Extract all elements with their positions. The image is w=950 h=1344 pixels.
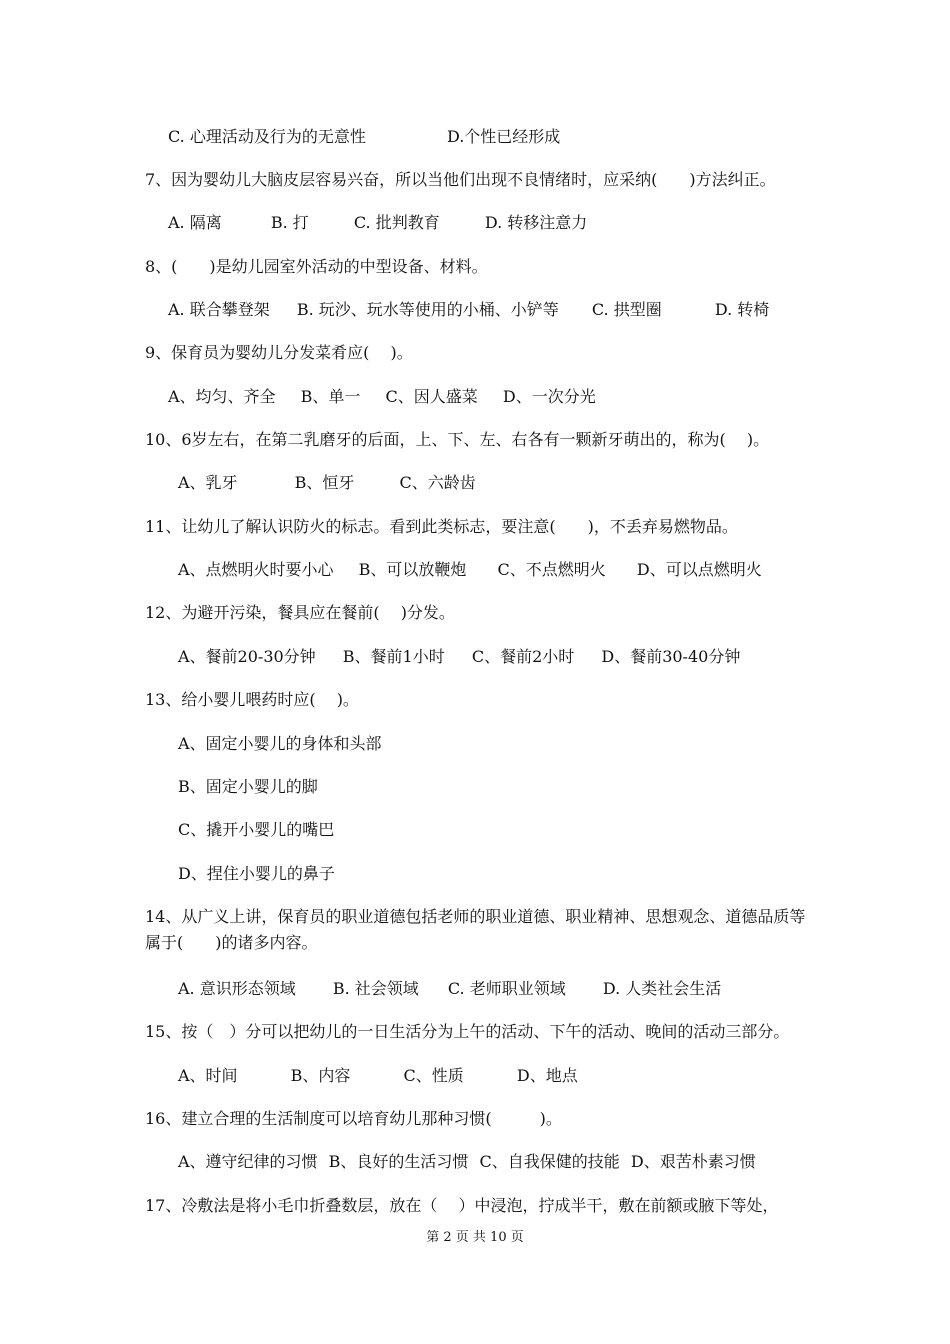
q6-option-c: C. 心理活动及行为的无意性 — [168, 127, 366, 146]
q14-option-c: C. 老师职业领域 — [447, 979, 566, 998]
q10-option-b: B、恒牙 — [294, 473, 355, 492]
q13-option-d: D、捏住小婴儿的鼻子 — [178, 864, 335, 883]
q9-option-c: C、因人盛菜 — [385, 387, 478, 406]
q11-options — [178, 560, 762, 580]
q10-option-a: A、乳牙 — [178, 473, 238, 492]
question-7: 7、因为婴幼儿大脑皮层容易兴奋，所以当他们出现不良情绪时，应采纳( )方法纠正。 — [145, 170, 776, 189]
q16-options — [178, 1152, 756, 1172]
question-9: 9、保育员为婴幼儿分发菜肴应( )。 — [145, 343, 413, 362]
q15-option-a: A、时间 — [178, 1066, 238, 1085]
q10-option-c: C、六龄齿 — [399, 473, 476, 492]
q16-option-c: C、自我保健的技能 — [479, 1152, 620, 1171]
q12-options — [178, 647, 740, 667]
q8-option-a: A. 联合攀登架 — [168, 300, 270, 319]
question-14: 14、从广义上讲，保育员的职业道德包括老师的职业道德、职业精神、思想观念、道德品质等属于( )的诸多内容。 — [145, 907, 806, 952]
question-12: 12、为避开污染，餐具应在餐前( )分发。 — [145, 603, 455, 622]
page-footer: 第 2 页 共 10 页 — [426, 1230, 524, 1245]
q6-option-d: D.个性已经形成 — [446, 127, 561, 146]
question-15: 15、按（ ）分可以把幼儿的一日生活分为上午的活动、下午的活动、晚间的活动三部分。 — [145, 1022, 790, 1041]
q13-option-c: C、撬开小婴儿的嘴巴 — [178, 820, 335, 839]
question-8: 8、( )是幼儿园室外活动的中型设备、材料。 — [145, 257, 488, 276]
question-17: 17、冷敷法是将小毛巾折叠数层，放在（ ）中浸泡，拧成半干，敷在前额或腋下等处， — [145, 1196, 779, 1215]
question-10: 10、6岁左右，在第二乳磨牙的后面，上、下、左、右各有一颗新牙萌出的，称为( )。 — [145, 430, 770, 449]
q12-option-d: D、餐前30-40分钟 — [601, 647, 741, 666]
q12-option-a: A、餐前20-30分钟 — [178, 647, 316, 666]
q14-option-b: B. 社会领域 — [332, 979, 419, 998]
q14-option-a: A. 意识形态领域 — [178, 979, 296, 998]
q13-option-a: A、固定小婴儿的身体和头部 — [178, 734, 382, 753]
q16-option-d: D、艰苦朴素习惯 — [630, 1152, 756, 1171]
question-13: 13、给小婴儿喂药时应( )。 — [145, 690, 359, 709]
q14-option-d: D. 人类社会生活 — [602, 979, 722, 998]
q7-options — [168, 213, 587, 233]
q8-options — [168, 300, 769, 320]
q7-option-b: B. 打 — [270, 213, 309, 232]
q9-option-d: D、一次分光 — [502, 387, 596, 406]
q11-option-d: D、可以点燃明火 — [636, 560, 762, 579]
q13-option-b: B、固定小婴儿的脚 — [178, 777, 318, 796]
question-16: 16、建立合理的生活制度可以培育幼儿那种习惯( )。 — [145, 1109, 562, 1128]
q9-option-b: B、单一 — [300, 387, 361, 406]
q16-option-b: B、良好的生活习惯 — [328, 1152, 469, 1171]
q7-option-d: D. 转移注意力 — [484, 213, 588, 232]
q11-option-a: A、点燃明火时要小心 — [178, 560, 334, 579]
q8-option-d: D. 转椅 — [714, 300, 770, 319]
q15-option-d: D、地点 — [516, 1066, 578, 1085]
q14-options — [178, 979, 721, 999]
q15-options — [178, 1066, 578, 1086]
q10-options — [178, 473, 476, 493]
q15-option-c: C、性质 — [403, 1066, 464, 1085]
q9-option-a: A、均匀、齐全 — [168, 387, 276, 406]
q15-option-b: B、内容 — [290, 1066, 351, 1085]
q6-options — [168, 127, 560, 147]
q12-option-b: B、餐前1小时 — [342, 647, 445, 666]
q7-option-a: A. 隔离 — [168, 213, 222, 232]
q12-option-c: C、餐前2小时 — [471, 647, 575, 666]
q8-option-b: B. 玩沙、玩水等使用的小桶、小铲等 — [296, 300, 559, 319]
q7-option-c: C. 批判教育 — [353, 213, 440, 232]
q9-options — [168, 387, 596, 407]
q11-option-c: C、不点燃明火 — [497, 560, 606, 579]
q8-option-c: C. 拱型圈 — [591, 300, 662, 319]
q11-option-b: B、可以放鞭炮 — [358, 560, 467, 579]
question-11: 11、让幼儿了解认识防火的标志。看到此类标志，要注意( )，不丢弃易燃物品。 — [145, 517, 738, 536]
q16-option-a: A、遵守纪律的习惯 — [178, 1152, 318, 1171]
